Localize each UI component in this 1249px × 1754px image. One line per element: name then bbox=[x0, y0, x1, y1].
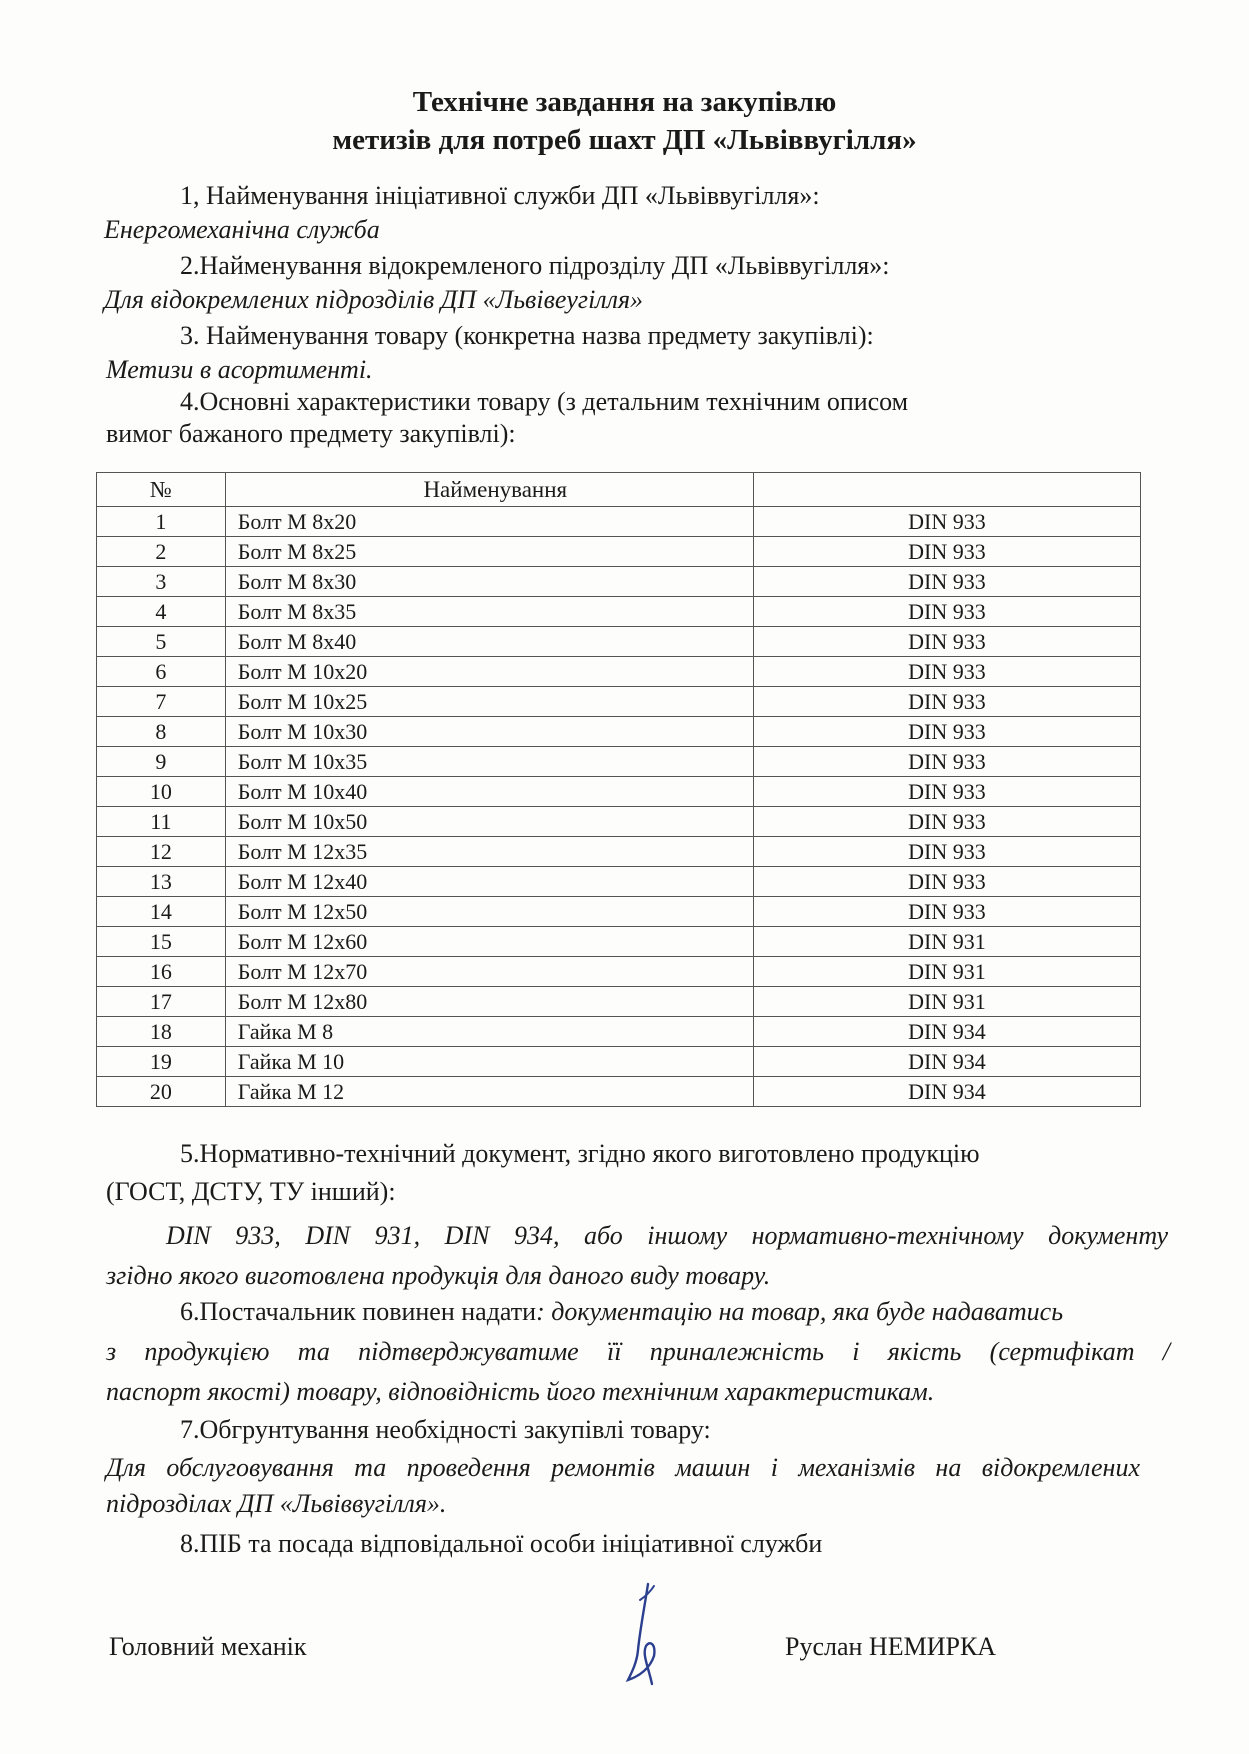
section-8-label: 8.ПІБ та посада відповідальної особи ініціативної служби bbox=[180, 1529, 823, 1558]
row-item-cell bbox=[225, 807, 753, 837]
section-6-value-line3: паспорт якості) товару, відповідність його технічним характеристикам. bbox=[106, 1377, 935, 1406]
section-6-label: 6.Постачальник повинен надати bbox=[180, 1297, 537, 1326]
row-item-cell bbox=[225, 657, 753, 687]
table-row bbox=[97, 1017, 1141, 1047]
row-standard: DIN 934 bbox=[753, 1077, 1140, 1107]
row-item-name: Болт М 8х40 bbox=[237, 629, 357, 654]
row-standard: DIN 933 bbox=[753, 837, 1140, 867]
handwritten-signature bbox=[610, 1580, 680, 1690]
row-number: 17 bbox=[97, 987, 226, 1017]
row-number: 9 bbox=[97, 747, 226, 777]
section-2-value: Для відокремлених підрозділів ДП «Львівеугілля» bbox=[104, 285, 644, 314]
row-item-cell bbox=[225, 507, 753, 537]
column-header-number: № bbox=[97, 473, 226, 507]
row-item-cell bbox=[225, 1017, 753, 1047]
row-item-name: Болт М 10х25 bbox=[237, 689, 368, 714]
row-item-cell bbox=[225, 687, 753, 717]
row-item-name: Болт М 10х50 bbox=[237, 809, 368, 834]
row-standard: DIN 933 bbox=[753, 567, 1140, 597]
table-row bbox=[97, 537, 1141, 567]
row-number: 5 bbox=[97, 627, 226, 657]
row-item-cell bbox=[225, 537, 753, 567]
items-table bbox=[96, 472, 1141, 1107]
row-item-name: Болт М 10х30 bbox=[237, 719, 368, 744]
table-row bbox=[97, 1077, 1141, 1107]
row-number: 7 bbox=[97, 687, 226, 717]
table-row bbox=[97, 567, 1141, 597]
row-standard: DIN 931 bbox=[753, 927, 1140, 957]
row-item-name: Болт М 8х35 bbox=[237, 599, 357, 624]
row-standard: DIN 931 bbox=[753, 957, 1140, 987]
signer-position: Головний механік bbox=[109, 1632, 307, 1661]
row-item-cell bbox=[225, 837, 753, 867]
row-item-cell bbox=[225, 897, 753, 927]
row-item-cell bbox=[225, 627, 753, 657]
row-standard: DIN 933 bbox=[753, 597, 1140, 627]
row-number: 2 bbox=[97, 537, 226, 567]
row-number: 10 bbox=[97, 777, 226, 807]
row-item-name: Болт М 8х30 bbox=[237, 569, 357, 594]
section-7-label: 7.Обгрунтування необхідності закупівлі товару: bbox=[180, 1415, 711, 1444]
row-item-name: Болт М 10х20 bbox=[237, 659, 368, 684]
row-standard: DIN 933 bbox=[753, 507, 1140, 537]
document-title-line2: метизів для потреб шахт ДП «Львіввугілля» bbox=[332, 124, 917, 156]
row-number: 1 bbox=[97, 507, 226, 537]
row-standard: DIN 933 bbox=[753, 657, 1140, 687]
row-item-cell bbox=[225, 867, 753, 897]
row-item-cell bbox=[225, 987, 753, 1017]
row-item-name: Гайка М 12 bbox=[237, 1079, 345, 1104]
row-standard: DIN 933 bbox=[753, 627, 1140, 657]
row-number: 4 bbox=[97, 597, 226, 627]
section-3-label: 3. Найменування товару (конкретна назва предмету закупівлі): bbox=[180, 321, 874, 350]
section-5-value-line2: згідно якого виготовлена продукція для даного виду товару. bbox=[106, 1261, 771, 1290]
row-standard: DIN 933 bbox=[753, 537, 1140, 567]
row-item-name: Болт М 12х40 bbox=[237, 869, 368, 894]
row-item-cell bbox=[225, 747, 753, 777]
table-row bbox=[97, 1047, 1141, 1077]
row-standard: DIN 933 bbox=[753, 747, 1140, 777]
row-item-name: Болт М 12х50 bbox=[237, 899, 368, 924]
column-header-name-text: Найменування bbox=[423, 477, 568, 502]
row-item-name: Болт М 10х35 bbox=[237, 749, 368, 774]
row-standard: DIN 931 bbox=[753, 987, 1140, 1017]
row-number: 8 bbox=[97, 717, 226, 747]
row-standard: DIN 933 bbox=[753, 687, 1140, 717]
row-number: 3 bbox=[97, 567, 226, 597]
row-item-name: Гайка М 8 bbox=[237, 1019, 334, 1044]
row-item-name: Болт М 12х60 bbox=[237, 929, 368, 954]
table-row bbox=[97, 837, 1141, 867]
row-item-cell bbox=[225, 1077, 753, 1107]
section-2-label: 2.Найменування відокремленого підрозділу ДП «Львіввугілля»: bbox=[180, 251, 890, 280]
table-row bbox=[97, 747, 1141, 777]
row-standard: DIN 933 bbox=[753, 717, 1140, 747]
section-3-value: Метизи в асортименті. bbox=[106, 355, 373, 384]
column-header-standard bbox=[753, 473, 1140, 507]
table-row bbox=[97, 807, 1141, 837]
table-row bbox=[97, 657, 1141, 687]
row-item-cell bbox=[225, 567, 753, 597]
row-number: 12 bbox=[97, 837, 226, 867]
section-5-label-line1: 5.Нормативно-технічний документ, згідно якого виготовлено продукцію bbox=[180, 1139, 980, 1168]
section-4-label-line2: вимог бажаного предмету закупівлі): bbox=[106, 419, 516, 448]
row-number: 20 bbox=[97, 1077, 226, 1107]
table-row bbox=[97, 987, 1141, 1017]
row-number: 11 bbox=[97, 807, 226, 837]
document-title-line1: Технічне завдання на закупівлю bbox=[412, 86, 837, 118]
signer-name: Руслан НЕМИРКА bbox=[785, 1632, 997, 1661]
table-row bbox=[97, 627, 1141, 657]
row-item-cell bbox=[225, 927, 753, 957]
table-row bbox=[97, 717, 1141, 747]
row-number: 13 bbox=[97, 867, 226, 897]
row-number: 6 bbox=[97, 657, 226, 687]
table-row bbox=[97, 507, 1141, 537]
row-standard: DIN 934 bbox=[753, 1017, 1140, 1047]
row-item-name: Болт М 8х20 bbox=[237, 509, 357, 534]
section-7-value-line1: Для обслуговування та проведення ремонтів машин і механізмів на відокремлених bbox=[106, 1453, 1140, 1482]
row-item-cell bbox=[225, 717, 753, 747]
section-7-value-line2: підрозділах ДП «Львіввугілля». bbox=[106, 1489, 447, 1518]
table-body bbox=[97, 507, 1141, 1107]
table-row bbox=[97, 867, 1141, 897]
section-5-value-line1: DIN 933, DIN 931, DIN 934, або іншому нормативно-технічному документу bbox=[166, 1221, 1168, 1250]
section-6-line1 bbox=[180, 1296, 1063, 1328]
section-1-label: 1, Найменування ініціативної служби ДП «Львіввугілля»: bbox=[180, 181, 820, 210]
row-number: 15 bbox=[97, 927, 226, 957]
table-row bbox=[97, 927, 1141, 957]
row-number: 18 bbox=[97, 1017, 226, 1047]
row-item-name: Болт М 12х80 bbox=[237, 989, 368, 1014]
column-header-name bbox=[225, 473, 753, 507]
table-row bbox=[97, 597, 1141, 627]
row-number: 19 bbox=[97, 1047, 226, 1077]
row-item-name: Болт М 10х40 bbox=[237, 779, 368, 804]
row-item-name: Болт М 12х70 bbox=[237, 959, 368, 984]
row-item-cell bbox=[225, 597, 753, 627]
section-4-label-line1: 4.Основні характеристики товару (з детальним технічним описом bbox=[180, 387, 909, 416]
table-header-row bbox=[97, 473, 1141, 507]
section-6-value-line2: з продукцією та підтверджуватиме її приналежність і якість (сертифікат / bbox=[106, 1337, 1170, 1366]
table-row bbox=[97, 687, 1141, 717]
section-6-value-line1: : документацію на товар, яка буде надаватись bbox=[536, 1297, 1064, 1326]
row-item-name: Болт М 12х35 bbox=[237, 839, 368, 864]
row-number: 14 bbox=[97, 897, 226, 927]
row-standard: DIN 933 bbox=[753, 777, 1140, 807]
row-item-name: Болт М 8х25 bbox=[237, 539, 357, 564]
row-standard: DIN 933 bbox=[753, 807, 1140, 837]
row-item-cell bbox=[225, 957, 753, 987]
section-1-value: Енергомеханічна служба bbox=[104, 215, 380, 244]
section-5-label-line2: (ГОСТ, ДСТУ, ТУ інший): bbox=[106, 1177, 396, 1206]
row-standard: DIN 934 bbox=[753, 1047, 1140, 1077]
row-standard: DIN 933 bbox=[753, 897, 1140, 927]
row-item-name: Гайка М 10 bbox=[237, 1049, 345, 1074]
table-row bbox=[97, 897, 1141, 927]
row-standard: DIN 933 bbox=[753, 867, 1140, 897]
row-number: 16 bbox=[97, 957, 226, 987]
table-row bbox=[97, 777, 1141, 807]
row-item-cell bbox=[225, 777, 753, 807]
row-item-cell bbox=[225, 1047, 753, 1077]
table-row bbox=[97, 957, 1141, 987]
